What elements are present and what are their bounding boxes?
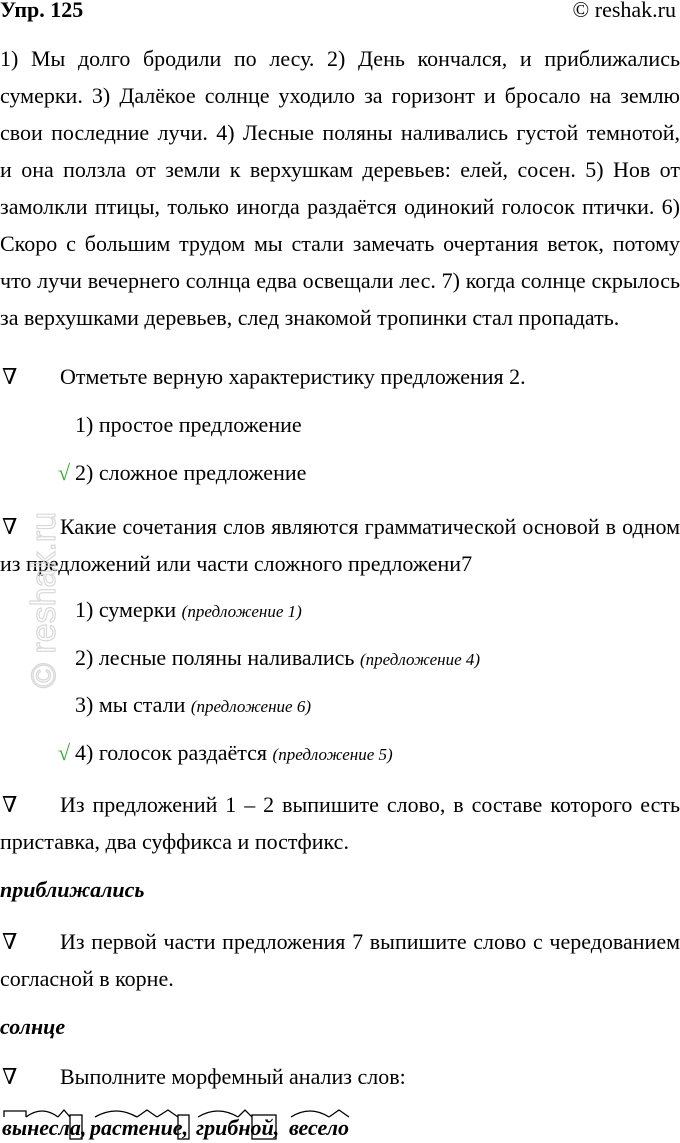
morph-word: грибной, [196,1115,280,1140]
question-text: Из предложений 1 – 2 выпишите слово, в составе которого есть [60,792,680,817]
site-credit: © reshak.ru [572,0,676,22]
text-line: 1) Мы долго бродили по лесу. 2) День кончался, и приближались [0,46,680,71]
question-3 [0,786,680,860]
option-ref: (предложение 5) [272,745,393,764]
triangle-icon: ∇ [2,364,18,389]
morpheme-analysis [0,1105,680,1143]
question-4 [0,923,680,997]
option-text: 1) простое предложение [75,412,302,437]
question-text: Какие сочетания слов являются грамматической основой в одном [60,514,680,539]
question-text-continued: из предложений или части сложного предложени7 [0,551,473,576]
option-ref: (предложение 1) [181,602,302,621]
option-text: 2) лесные поляны наливались [75,645,355,670]
text-line: свои последние лучи. 4) Лесные поляны наливались густой темнотой, [0,120,680,145]
question-text-continued: приставка, два суффикса и постфикс. [0,829,349,854]
option-ref: (предложение 6) [190,697,311,716]
question-5 [0,1058,680,1095]
svg-text:© reshak.ru: © reshak.ru [25,511,63,689]
text-line: за верхушками деревьев, след знакомой тропинки стал пропадать. [0,305,620,330]
question-text: Отметьте верную характеристику предложения 2. [60,364,526,389]
morph-word: весело [289,1115,350,1140]
text-line: что лучи вечернего солнца едва освещали лес. 7) когда солнце скрылось [0,268,680,293]
text-line: замолкли птицы, только иногда раздаётся одинокий голосок птички. 6) [0,194,680,219]
exercise-text [0,40,680,336]
triangle-icon: ∇ [2,792,18,817]
option-text: 2) сложное предложение [75,460,307,485]
answer-text: приближались [0,877,145,902]
check-icon: √ [58,740,71,765]
question-text: Выполните морфемный анализ слов: [60,1064,406,1089]
text-line: и она ползла от земли к верхушкам деревьев: елей, сосен. 5) Нов от [0,157,680,182]
question-text: Из первой части предложения 7 выпишите слово с чередованием [60,929,680,954]
option-ref: (предложение 4) [359,650,481,669]
check-icon: √ [58,460,71,485]
triangle-icon: ∇ [2,929,18,954]
triangle-icon: ∇ [2,514,18,539]
text-line: Скоро с большим трудом мы стали замечать очертания веток, потому [0,231,680,256]
morph-word: вынесла, [2,1115,87,1140]
option-text: 1) сумерки [75,597,177,622]
question-2 [0,508,680,582]
option-text: 3) мы стали [75,692,186,717]
option-text: 4) голосок раздаётся [75,740,268,765]
exercise-title: Упр. 125 [0,0,84,22]
question-1 [0,358,680,395]
answer-text: солнце [0,1014,66,1039]
morph-word: растение, [90,1115,189,1140]
text-line: сумерки. 3) Далёкое солнце уходило за горизонт и бросало на землю [0,83,680,108]
triangle-icon: ∇ [2,1064,18,1089]
question-text-continued: согласной в корне. [0,966,174,991]
